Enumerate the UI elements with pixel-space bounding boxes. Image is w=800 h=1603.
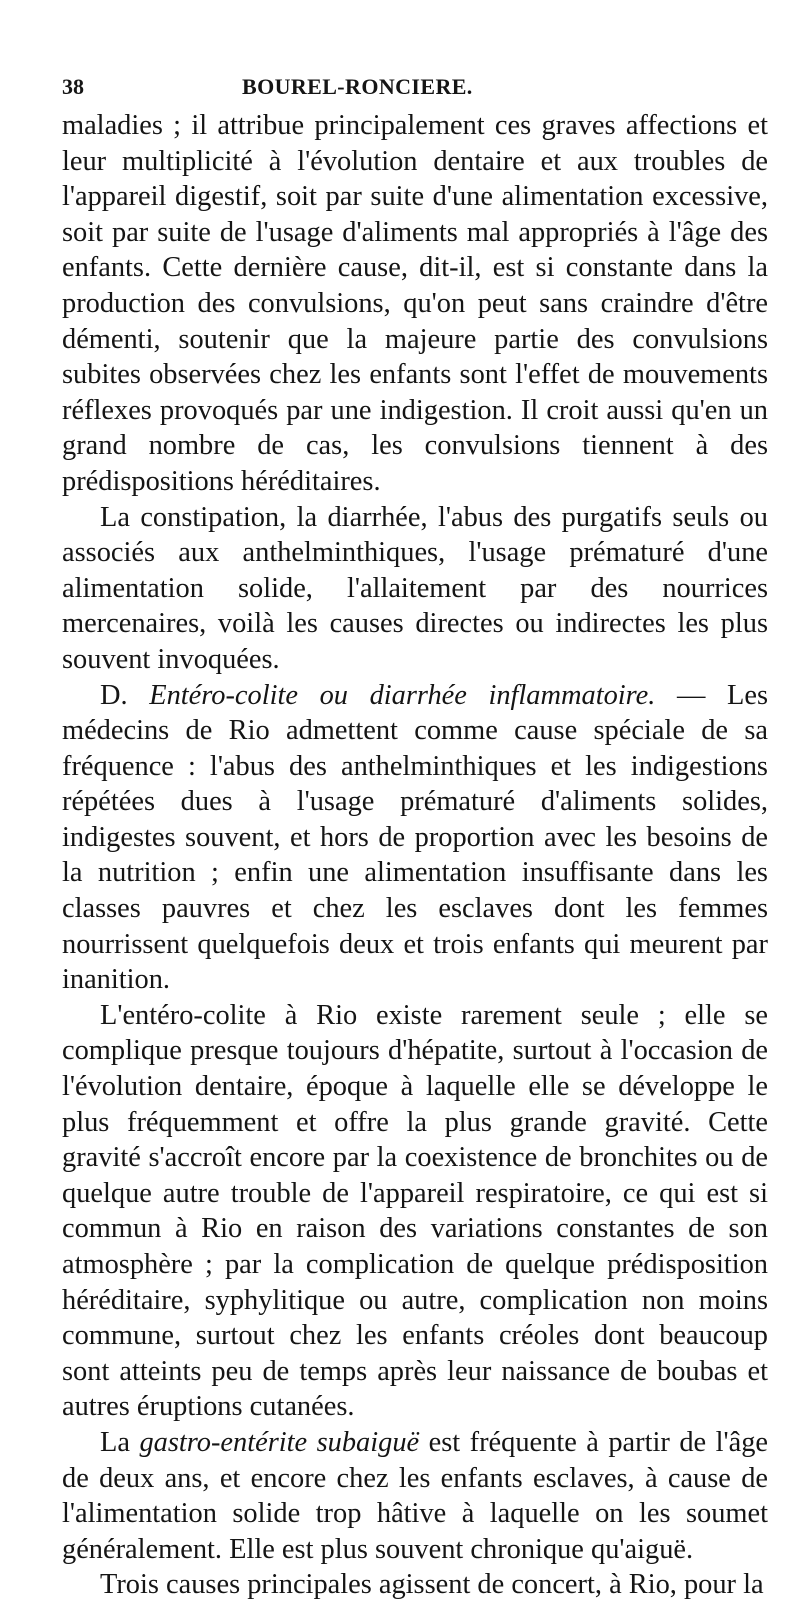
italic-term: gastro-entérite subaiguë — [139, 1426, 420, 1458]
page-number: 38 — [62, 74, 84, 99]
paragraph — [62, 1425, 768, 1567]
body-text — [62, 108, 768, 1603]
section-title: Entéro-colite ou diarrhée inflammatoire. — [149, 679, 656, 711]
paragraph-text: maladies ; il attribue principalement ces graves affections et leur multiplicité à l'évolution dentaire et aux troubles de l'appareil digestif, soit par suite d'une alimentation excessive, soit par suite de l'usage d'aliments mal appropriés à l'âge des enfants. Cette dernière cause, dit-il, est si constante dans la production des convulsions, qu'on peut sans craindre d'être démenti, soutenir que la majeure partie des convulsions subites observées chez les enfants sont l'effet de mouvements réflexes provoqués par une indigestion. Il croit aussi qu'en un grand nombre de cas, les convulsions tiennent à des prédispositions héréditaires. — [62, 110, 768, 497]
paragraph — [62, 678, 768, 998]
paragraph — [62, 998, 768, 1425]
paragraph — [62, 500, 768, 678]
paragraph-text: — Les médecins de Rio admettent comme cause spéciale de sa fréquence : l'abus des anthelminthiques et les indigestions répétées dues à l'usage prématuré d'aliments solides, indigestes souvent, et hors de proportion avec les besoins de la nutrition ; enfin une alimentation insuffisante dans les classes pauvres et chez les esclaves dont les femmes nourrissent quelquefois deux et trois enfants qui meurent par inanition. — [62, 679, 768, 996]
running-head: BOUREL-RONCIERE. — [242, 74, 473, 99]
paragraph-text: La constipation, la diarrhée, l'abus des purgatifs seuls ou associés aux anthelminthiques, l'usage prématuré d'une alimentation solide, l'allaitement par des nourrices mercenaires, voilà les causes directes ou indirectes les plus souvent invoquées. — [62, 501, 768, 675]
paragraph-text: est fréquente à partir de l'âge de deux ans, et encore chez les enfants esclaves, à cause de l'alimentation solide trop hâtive à laquelle on les soumet généralement. Elle est plus souvent chronique qu'aiguë. — [62, 1426, 768, 1565]
paragraph-text: L'entéro-colite à Rio existe rarement seule ; elle se complique presque toujours d'hépatite, surtout à l'occasion de l'évolution dentaire, époque à laquelle elle se développe le plus fréquemment et offre la plus grande gravité. Cette gravité s'accroît encore par la coexistence de bronchites ou de quelque autre trouble de l'appareil respiratoire, ce qui est si commun à Rio en raison des variations constantes de son atmosphère ; par la complication de quelque prédisposition héréditaire, syphylitique ou autre, complication non moins commune, surtout chez les enfants créoles dont beaucoup sont atteints peu de temps après leur naissance de boubas et autres éruptions cutanées. — [62, 999, 768, 1423]
paragraph — [62, 108, 768, 500]
paragraph-text: Trois causes principales agissent de concert, à Rio, pour la — [100, 1569, 764, 1601]
paragraph — [62, 1567, 768, 1603]
paragraph-lead: La — [100, 1426, 130, 1458]
running-header — [62, 74, 752, 104]
section-marker: D. — [100, 679, 128, 711]
